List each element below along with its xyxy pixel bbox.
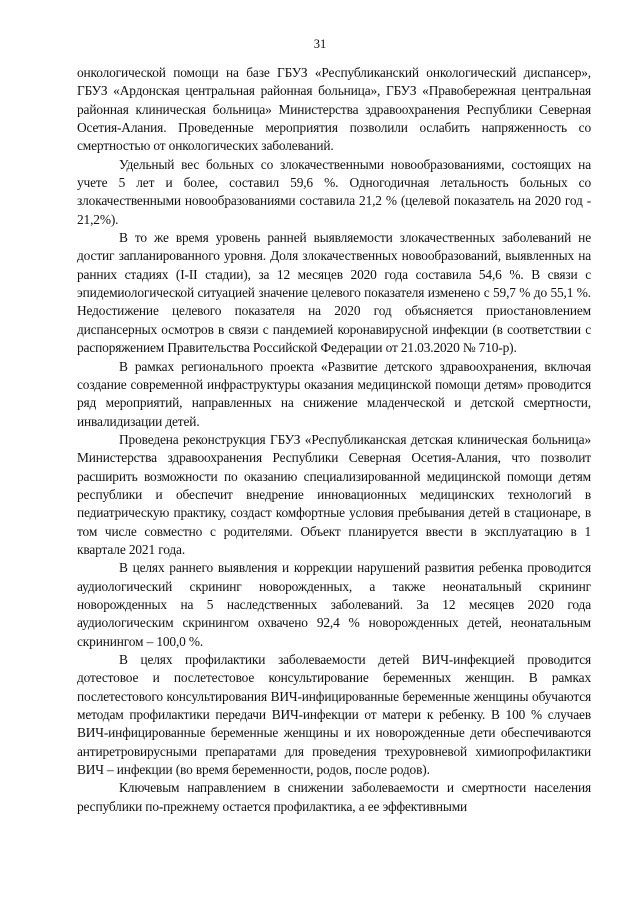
paragraph-early-detection: В то же время уровень ранней выявляемости злокачественных заболеваний не достиг запланированного уровня. Доля злокачественных новообразований, выявленных на ранних стадиях (I-II стадии), за 12 месяцев 2020 года составила 54,6 %. В связи с эпидемиологической ситуацией значение целевого показателя изменено с 59,7 % до 55,1 %. Недостижение целевого показателя на 2020 год объясняется приостановлением диспансерных осмотров в связи с пандемией коронавирусной инфекции (в соответствии с распоряжением Правительства Российской Федерации от 21.03.2020 № 710-р). — [77, 230, 591, 356]
body-text — [77, 64, 591, 816]
paragraph-oncology-continued: онкологической помощи на базе ГБУЗ «Республиканский онкологический диспансер», ГБУЗ «Ардонская центральная районная больница», ГБУЗ «Правобережная центральная районная клиническая больница» Министерства здравоохранения Республики Северная Осетия-Алания. Проведенные мероприятия позволили ослабить напряженность со смертностью от онкологических заболеваний. — [77, 65, 591, 154]
page-number: 31 — [313, 37, 327, 51]
paragraph-prevention-key: Ключевым направлением в снижении заболеваемости и смертности населения республики по-прежнему остается профилактика, а ее эффективными — [77, 780, 591, 814]
paragraph-hiv-prevention: В целях профилактики заболеваемости детей ВИЧ-инфекцией проводится дотестовое и послетестовое консультирование беременных женщин. В рамках послетестового консультирования ВИЧ-инфицированные беременные женщины обучаются методам профилактики передачи ВИЧ-инфекции от матери к ребенку. В 100 % случаев ВИЧ-инфицированные беременные женщины и их новорожденные дети обеспечиваются антиретровирусными препаратами для проведения трехуровневой химиопрофилактики ВИЧ – инфекции (во время беременности, родов, после родов). — [77, 652, 591, 778]
paragraph-reconstruction: Проведена реконструкция ГБУЗ «Республиканская детская клиническая больница» Министерства здравоохранения Республики Северная Осетия-Алания, что позволит расширить возможности по оказанию специализированной медицинской помощи детям республики и обеспечит внедрение инновационных медицинских технологий в педиатрическую практику, создаст комфортные условия пребывания детей в стационаре, в том числе совместно с родителями. Объект планируется ввести в эксплуатацию в 1 квартале 2021 года. — [77, 431, 591, 557]
paragraph-screening: В целях раннего выявления и коррекции нарушений развития ребенка проводится аудиологический скрининг новорожденных, а также неонатальный скрининг новорожденных на 5 наследственных заболеваний. За 12 месяцев 2020 года аудиологическим скринингом охвачено 92,4 % новорожденных детей, неонатальным скринингом – 100,0 %. — [77, 560, 591, 649]
paragraph-oncology-stats: Удельный вес больных со злокачественными новообразованиями, состоящих на учете 5 лет и более, составил 59,6 %. Одногодичная летальность больных со злокачественными новообразованиями составила 21,2 % (целевой показатель на 2020 год - 21,2%). — [77, 156, 591, 227]
paragraph-regional-project: В рамках регионального проекта «Развитие детского здравоохранения, включая создание современной инфраструктуры оказания медицинской помощи детям» проводится ряд мероприятий, направленных на снижение младенческой и детской смертности, инвалидизации детей. — [77, 358, 591, 429]
